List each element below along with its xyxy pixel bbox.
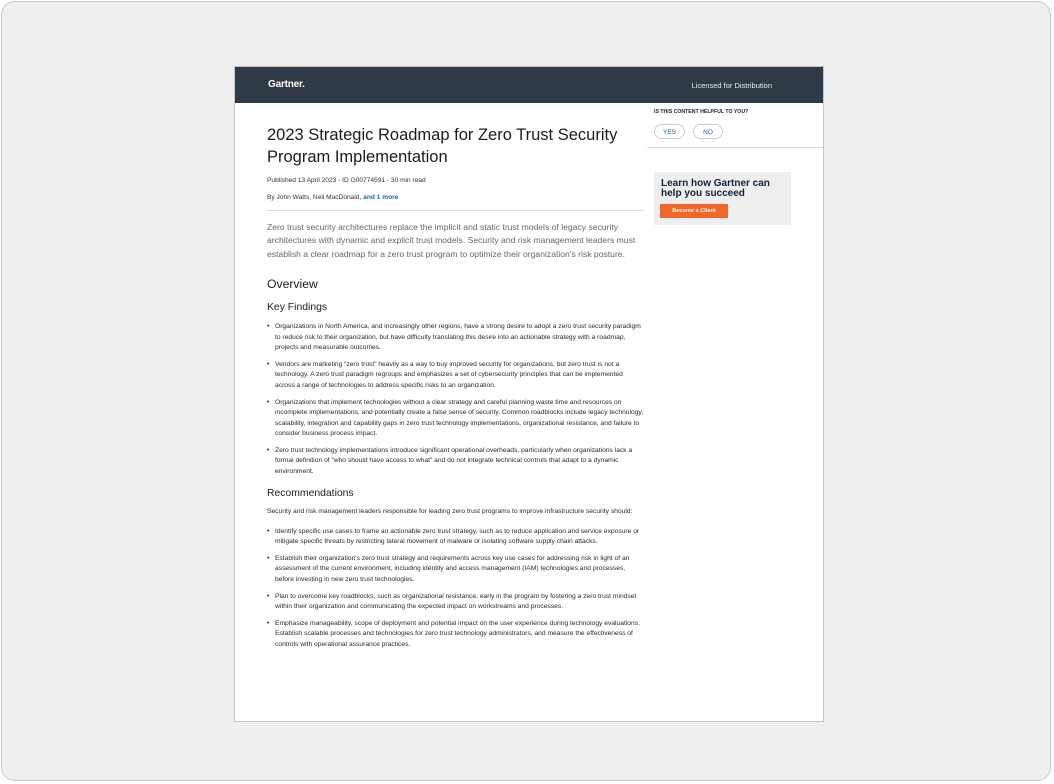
list-item: • Organizations that implement technologies without a clear strategy and careful planning waste time and resources on incomplete implementations, and potentially create a false sense of security. Common roadblocks include legacy technology, scalability, integration and capability gaps in zero trust technology implementations, organizational resistance, and failure to consider business process impact. (267, 398, 644, 440)
list-item: • Identify specific use cases to frame an actionable zero trust strategy, such as to reduce application and service exposure or mitigate specific threats by restricting lateral movement of malware or isolating software supply chain attacks. (267, 527, 644, 548)
document-page (234, 66, 824, 722)
divider (647, 147, 824, 148)
publish-info: Published 13 April 2023 - ID G00774591 - 30 min read (267, 177, 426, 184)
list-item: • Emphasize manageability, scope of deployment and potential impact on the user experience during technology evaluations. Establish scalable processes and technologies for zero trust technology administrators, and measure the effectiveness of controls with operational assurance practices. (267, 619, 644, 651)
recommendations-intro: Security and risk management leaders responsible for leading zero trust programs to improve infrastructure security should: (267, 508, 633, 516)
article-title: 2023 Strategic Roadmap for Zero Trust Security Program Implementation (267, 126, 618, 166)
list-item: • Zero trust technology implementations introduce significant operational overheads, particularly when organizations lack a formal definition of “who should have access to what” and do not integrate technical controls that adapt to a dynamic environment. (267, 446, 644, 478)
promo-box (654, 172, 791, 225)
key-findings-heading: Key Findings (267, 302, 328, 314)
helpful-question: IS THIS CONTENT HELPFUL TO YOU? (654, 109, 749, 115)
recommendations-heading: Recommendations (267, 488, 354, 500)
authors-names: By John Watts, Neil MacDonald, (267, 194, 362, 201)
become-client-button[interactable]: Become a Client (660, 204, 728, 218)
overview-heading: Overview (267, 277, 318, 292)
list-item: • Organizations in North America, and increasingly other regions, have a strong desire to adopt a zero trust security paradigm to reduce risk to their organization, but have difficulty translating this desire into an actionable strategy with a roadmap, projects and measurable outcomes. (267, 322, 644, 354)
list-item: • Vendors are marketing “zero trust” heavily as a way to buy improved security for organizations, but zero trust is not a technology. A zero trust paradigm regroups and emphasizes a set of cybersecurity principles that can be implemented across a range of technologies to address specific risks to an organization. (267, 360, 644, 392)
more-authors-link[interactable]: and 1 more (363, 194, 399, 201)
license-label: Licensed for Distribution (691, 81, 772, 90)
window-frame (1, 1, 1051, 781)
recommendations-list (267, 527, 644, 651)
helpful-no-button[interactable]: NO (693, 124, 723, 139)
helpful-yes-button[interactable]: YES (654, 124, 685, 139)
article-summary: Zero trust security architectures replace the implicit and static trust models of legacy security architectures with dynamic and explicit trust models. Security and risk management leaders must establish a clear roadmap for a zero trust program to optimize their organization's risk posture. (267, 222, 636, 259)
promo-title: Learn how Gartner can help you succeed (661, 178, 770, 199)
list-item: • Plan to overcome key roadblocks, such as organizational resistance, early in the program by fostering a zero trust mindset within their organization and communicating the expected impact on workstreams and processes. (267, 592, 644, 613)
list-item: • Establish their organization's zero trust strategy and requirements across key use cases for addressing risk in light of an assessment of the current environment, including identity and access management (IAM) technologies and processes, before investing in new zero trust technologies. (267, 554, 644, 586)
key-findings-list (267, 322, 644, 477)
article (267, 125, 644, 657)
top-bar (235, 67, 823, 103)
gartner-logo[interactable]: Gartner. (268, 79, 305, 90)
authors-line (267, 194, 644, 211)
